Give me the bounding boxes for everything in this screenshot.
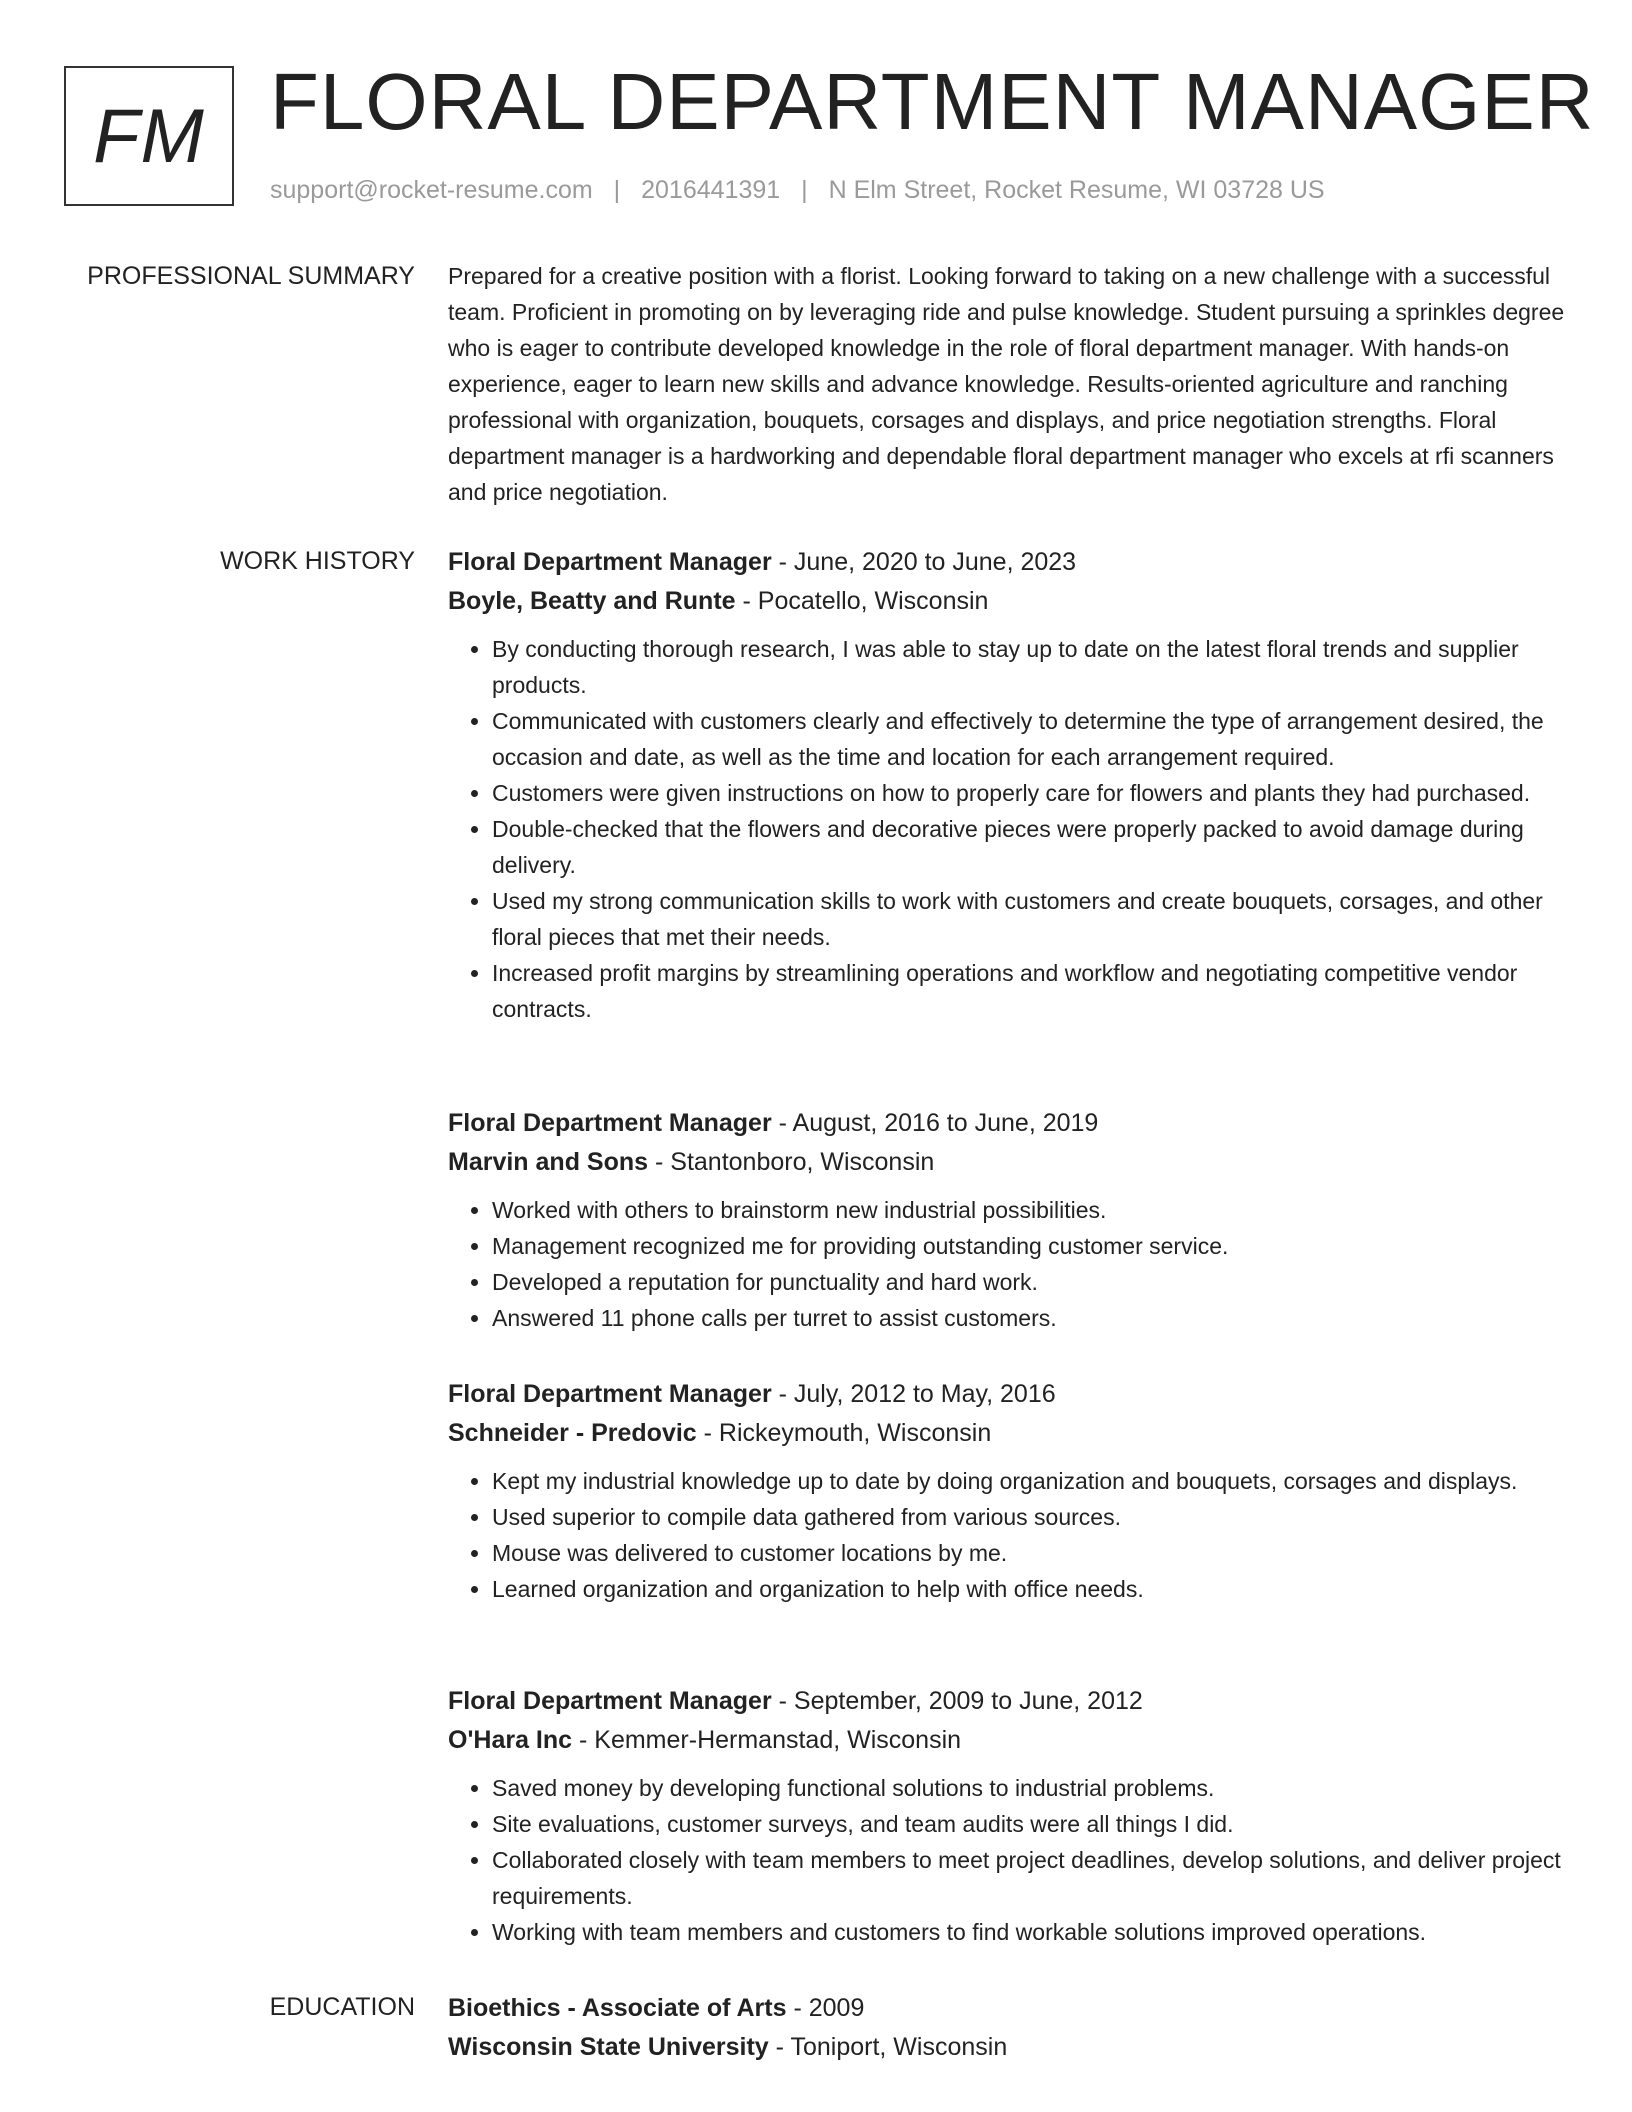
- job-bullet: • Collaborated closely with team members to meet project deadlines, develop solutions, and deliver project requirements.: [492, 1842, 1573, 1914]
- job-dates: - June, 2020 to June, 2023: [771, 548, 1077, 576]
- job-dates: - July, 2012 to May, 2016: [771, 1380, 1056, 1408]
- job-company-line: [448, 1414, 1573, 1453]
- job-title: Floral Department Manager: [448, 1380, 772, 1408]
- education-degree-line: [448, 1989, 1573, 2028]
- job-location: - Rickeymouth, Wisconsin: [696, 1419, 992, 1447]
- job-title-line: [448, 1104, 1573, 1143]
- job-location: - Pocatello, Wisconsin: [735, 587, 989, 615]
- job-location: - Stantonboro, Wisconsin: [648, 1148, 935, 1176]
- job-company-line: [448, 1721, 1573, 1760]
- job-entry: [448, 1375, 1573, 1607]
- contact-phone[interactable]: 2016441391: [641, 176, 781, 204]
- job-bullet: • Learned organization and organization to help with office needs.: [492, 1571, 1573, 1607]
- job-company-line: [448, 1143, 1573, 1182]
- job-title-line: [448, 543, 1573, 582]
- job-bullet: • Answered 11 phone calls per turret to assist customers.: [492, 1300, 1573, 1336]
- job-bullet: • Mouse was delivered to customer locations by me.: [492, 1535, 1573, 1571]
- job-company: O'Hara Inc: [448, 1726, 573, 1754]
- summary-body: [448, 258, 1573, 510]
- contact-line: [270, 172, 1325, 208]
- job-dates: - August, 2016 to June, 2019: [771, 1109, 1099, 1137]
- job-bullets: [448, 1463, 1573, 1607]
- education-school: Wisconsin State University: [448, 2033, 769, 2061]
- education-degree: Bioethics - Associate of Arts: [448, 1994, 787, 2022]
- job-bullet: • Communicated with customers clearly and effectively to determine the type of arrangement desired, the occasion and date, as well as the time and location for each arrangement required.: [492, 703, 1573, 775]
- contact-separator: |: [613, 176, 621, 204]
- job-company: Schneider - Predovic: [448, 1419, 697, 1447]
- work-history-heading: WORK HISTORY: [220, 547, 415, 575]
- education-school-line: [448, 2028, 1573, 2067]
- job-title: Floral Department Manager: [448, 1687, 772, 1715]
- education-body: [448, 1989, 1573, 2067]
- job-bullet: • Double-checked that the flowers and decorative pieces were properly packed to avoid damage during delivery.: [492, 811, 1573, 883]
- job-bullet: • Developed a reputation for punctuality and hard work.: [492, 1264, 1573, 1300]
- job-bullets: [448, 1770, 1573, 1950]
- education-heading: EDUCATION: [269, 1993, 415, 2021]
- monogram-initials: FM: [93, 93, 205, 179]
- job-entry: [448, 543, 1573, 1027]
- job-bullet: • By conducting thorough research, I was able to stay up to date on the latest floral trends and supplier products.: [492, 631, 1573, 703]
- job-title-line: [448, 1375, 1573, 1414]
- job-bullet: • Worked with others to brainstorm new industrial possibilities.: [492, 1192, 1573, 1228]
- summary-heading: PROFESSIONAL SUMMARY: [87, 262, 415, 290]
- education-location: - Toniport, Wisconsin: [768, 2033, 1008, 2061]
- job-bullet: • Site evaluations, customer surveys, and team audits were all things I did.: [492, 1806, 1573, 1842]
- job-company: Marvin and Sons: [448, 1148, 649, 1176]
- job-bullet: • Customers were given instructions on how to properly care for flowers and plants they had purchased.: [492, 775, 1573, 811]
- job-bullets: [448, 1192, 1573, 1336]
- summary-text: Prepared for a creative position with a florist. Looking forward to taking on a new challenge with a successful team. Proficient in promoting on by leveraging ride and pulse knowledge. Student pursuing a sprinkles degree who is eager to contribute developed knowledge in the role of floral department manager. With hands-on experience, eager to learn new skills and advance knowledge. Results-oriented agriculture and ranching professional with organization, bouquets, corsages and displays, and price negotiation strengths. Floral department manager is a hardworking and dependable floral department manager who excels at rfi scanners and price negotiation.: [448, 263, 1565, 505]
- job-bullet: • Used superior to compile data gathered from various sources.: [492, 1499, 1573, 1535]
- job-entry: [448, 1104, 1573, 1336]
- job-location: - Kemmer-Hermanstad, Wisconsin: [572, 1726, 962, 1754]
- contact-address: N Elm Street, Rocket Resume, WI 03728 US: [828, 176, 1325, 204]
- job-company-line: [448, 582, 1573, 621]
- job-title: Floral Department Manager: [448, 548, 772, 576]
- job-title: Floral Department Manager: [448, 1109, 772, 1137]
- job-entry: [448, 1682, 1573, 1950]
- job-bullets: [448, 631, 1573, 1027]
- education-year: - 2009: [786, 1994, 865, 2022]
- job-bullet: • Saved money by developing functional solutions to industrial problems.: [492, 1770, 1573, 1806]
- job-bullet: • Increased profit margins by streamlining operations and workflow and negotiating competitive vendor contracts.: [492, 955, 1573, 1027]
- job-company: Boyle, Beatty and Runte: [448, 587, 736, 615]
- contact-separator: |: [801, 176, 808, 204]
- job-title-line: [448, 1682, 1573, 1721]
- job-bullet: • Working with team members and customers to find workable solutions improved operations.: [492, 1914, 1573, 1950]
- monogram-box: [64, 66, 234, 206]
- contact-email[interactable]: support@rocket-resume.com: [270, 176, 593, 204]
- job-bullet: • Management recognized me for providing outstanding customer service.: [492, 1228, 1573, 1264]
- job-dates: - September, 2009 to June, 2012: [771, 1687, 1143, 1715]
- resume-title: FLORAL DEPARTMENT MANAGER: [270, 57, 1595, 146]
- job-bullet: • Kept my industrial knowledge up to date by doing organization and bouquets, corsages and displays.: [492, 1463, 1573, 1499]
- job-bullet: • Used my strong communication skills to work with customers and create bouquets, corsages, and other floral pieces that met their needs.: [492, 883, 1573, 955]
